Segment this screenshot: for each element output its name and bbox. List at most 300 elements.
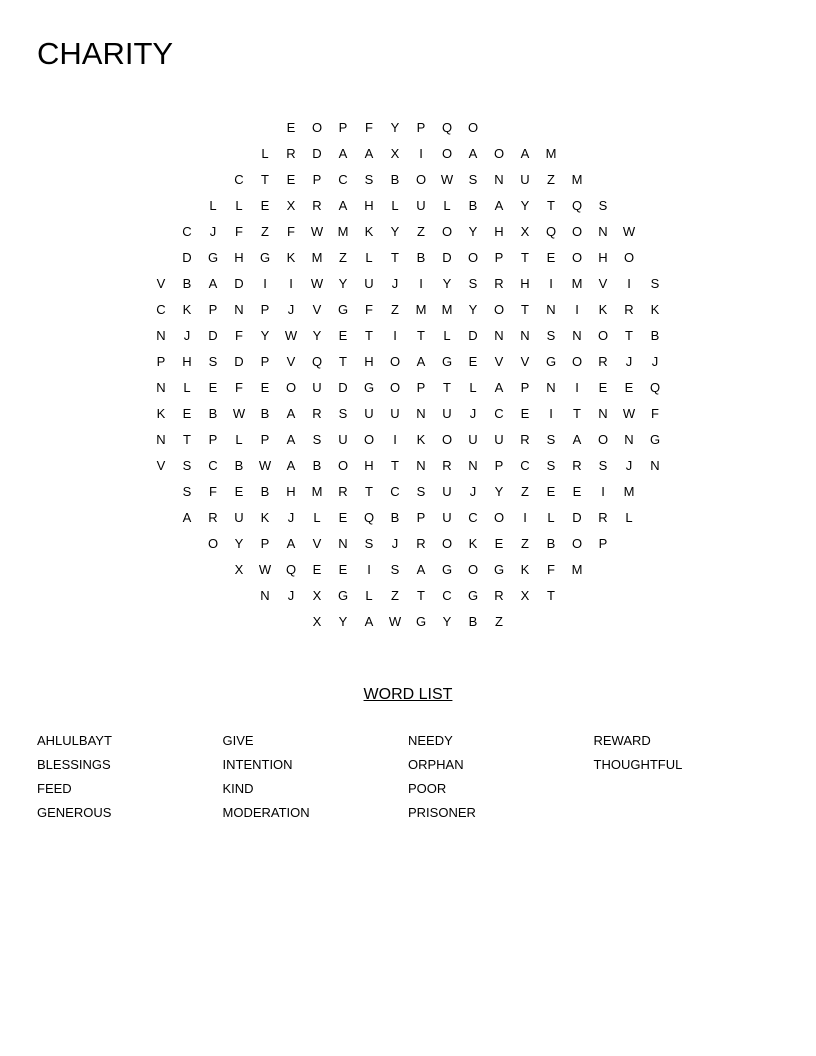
grid-letter: I (263, 276, 267, 291)
grid-letter: B (182, 276, 192, 291)
grid-letter: Q (311, 354, 323, 369)
grid-letter: Y (494, 484, 504, 499)
grid-letter: Q (441, 120, 453, 135)
grid-letter: I (549, 406, 553, 421)
grid-letter: L (469, 380, 477, 395)
grid-letter: F (365, 120, 373, 135)
grid-letter: O (363, 432, 375, 447)
grid-letter: E (338, 510, 348, 525)
grid-letter: C (468, 510, 478, 525)
grid-letter: T (443, 380, 451, 395)
grid-letter: B (390, 510, 400, 525)
grid-letter: O (571, 354, 583, 369)
grid-letter: Y (338, 276, 348, 291)
grid-letter: I (419, 146, 423, 161)
grid-letter: C (156, 302, 166, 317)
grid-letter: S (546, 432, 556, 447)
grid-letter: Y (260, 328, 270, 343)
grid-letter: M (571, 276, 583, 291)
grid-letter: C (494, 406, 504, 421)
grid-letter: B (650, 328, 660, 343)
grid-letter: Z (495, 614, 503, 629)
grid-letter: V (598, 276, 608, 291)
grid-letter: O (493, 146, 505, 161)
grid-letter: A (416, 354, 426, 369)
grid-letter: L (183, 380, 191, 395)
grid-letter: K (182, 302, 192, 317)
grid-letter: A (494, 380, 504, 395)
grid-letter: O (337, 458, 349, 473)
grid-letter: P (416, 380, 426, 395)
grid-letter: R (598, 354, 608, 369)
grid-letter: O (441, 536, 453, 551)
grid-letter: F (287, 224, 295, 239)
grid-letter: O (597, 432, 609, 447)
grid-letter: A (338, 198, 348, 213)
grid-letter: U (312, 380, 322, 395)
grid-letter: C (442, 588, 452, 603)
grid-letter: D (182, 250, 192, 265)
grid-letter: J (391, 276, 399, 291)
grid-letter: X (520, 224, 530, 239)
grid-letter: R (286, 146, 296, 161)
grid-letter: Q (285, 562, 297, 577)
grid-letter: K (286, 250, 296, 265)
grid-letter: S (468, 276, 478, 291)
word-list-item: KIND (222, 781, 254, 796)
grid-letter: F (235, 328, 243, 343)
grid-letter: I (367, 562, 371, 577)
grid-letter: V (312, 536, 322, 551)
grid-letter: O (571, 536, 583, 551)
grid-letter: E (546, 250, 556, 265)
grid-letter: W (310, 224, 324, 239)
grid-letter: L (547, 510, 555, 525)
grid-letter: Z (547, 172, 555, 187)
grid-letter: D (312, 146, 322, 161)
grid-letter: E (624, 380, 634, 395)
grid-letter: S (598, 458, 608, 473)
grid-letter: L (313, 510, 321, 525)
grid-letter: Y (468, 302, 478, 317)
grid-letter: N (260, 588, 270, 603)
grid-letter: M (623, 484, 635, 499)
grid-letter: H (364, 198, 374, 213)
grid-letter: B (468, 614, 478, 629)
grid-letter: T (417, 588, 425, 603)
grid-letter: N (546, 302, 556, 317)
grid-letter: X (390, 146, 400, 161)
grid-letter: U (364, 406, 374, 421)
grid-letter: I (575, 380, 579, 395)
grid-letter: I (601, 484, 605, 499)
grid-letter: L (443, 198, 451, 213)
grid-letter: Y (520, 198, 530, 213)
grid-letter: J (287, 588, 295, 603)
grid-letter: P (260, 354, 270, 369)
grid-letter: B (234, 458, 244, 473)
grid-letter: M (441, 302, 453, 317)
grid-letter: O (441, 224, 453, 239)
grid-letter: K (156, 406, 166, 421)
grid-letter: N (598, 224, 608, 239)
grid-letter: U (364, 276, 374, 291)
grid-letter: F (235, 380, 243, 395)
grid-letter: A (286, 536, 296, 551)
grid-letter: J (209, 224, 217, 239)
grid-letter: H (494, 224, 504, 239)
grid-letter: L (391, 198, 399, 213)
grid-letter: N (156, 380, 166, 395)
grid-letter: P (416, 120, 426, 135)
grid-letter: I (575, 302, 579, 317)
grid-letter: A (286, 458, 296, 473)
grid-letter: F (235, 224, 243, 239)
grid-letter: N (156, 328, 166, 343)
grid-letter: K (260, 510, 270, 525)
grid-letter: P (260, 536, 270, 551)
grid-letter: P (312, 172, 322, 187)
grid-letter: M (311, 250, 323, 265)
grid-letter: M (571, 562, 583, 577)
grid-letter: B (208, 406, 218, 421)
grid-letter: A (494, 198, 504, 213)
grid-letter: E (286, 120, 296, 135)
grid-letter: H (286, 484, 296, 499)
grid-letter: G (649, 432, 661, 447)
word-search-grid (148, 115, 670, 635)
grid-letter: M (311, 484, 323, 499)
grid-letter: N (338, 536, 348, 551)
grid-letter: A (416, 562, 426, 577)
grid-letter: T (417, 328, 425, 343)
grid-letter: N (598, 406, 608, 421)
grid-letter: H (598, 250, 608, 265)
grid-letter: P (260, 432, 270, 447)
grid-letter: U (442, 406, 452, 421)
grid-letter: X (312, 614, 322, 629)
grid-letter: G (337, 588, 349, 603)
grid-letter: Y (442, 276, 452, 291)
word-list-item: AHLULBAYT (37, 733, 112, 748)
grid-letter: E (260, 198, 270, 213)
grid-letter: S (650, 276, 660, 291)
grid-letter: H (182, 354, 192, 369)
grid-letter: E (546, 484, 556, 499)
grid-letter: Q (545, 224, 557, 239)
grid-letter: O (571, 250, 583, 265)
grid-letter: G (545, 354, 557, 369)
grid-letter: E (520, 406, 530, 421)
grid-letter: L (235, 432, 243, 447)
grid-letter: O (285, 380, 297, 395)
grid-letter: W (232, 406, 246, 421)
grid-letter: F (365, 302, 373, 317)
grid-letter: O (389, 354, 401, 369)
grid-letter: I (523, 510, 527, 525)
grid-letter: Q (363, 510, 375, 525)
grid-letter: Z (261, 224, 269, 239)
grid-letter: Z (521, 536, 529, 551)
grid-letter: N (494, 328, 504, 343)
grid-letter: W (388, 614, 402, 629)
grid-letter: G (207, 250, 219, 265)
grid-letter: E (182, 406, 192, 421)
grid-letter: T (365, 484, 373, 499)
grid-letter: V (286, 354, 296, 369)
grid-letter: K (598, 302, 608, 317)
grid-letter: J (287, 302, 295, 317)
grid-letter: N (572, 328, 582, 343)
word-list (37, 731, 797, 831)
grid-letter: D (572, 510, 582, 525)
grid-letter: H (364, 458, 374, 473)
grid-letter: D (234, 354, 244, 369)
grid-letter: N (156, 432, 166, 447)
grid-letter: U (390, 406, 400, 421)
grid-letter: U (442, 484, 452, 499)
grid-letter: A (338, 146, 348, 161)
grid-letter: M (415, 302, 427, 317)
grid-letter: I (393, 328, 397, 343)
grid-letter: P (208, 302, 218, 317)
grid-letter: H (364, 354, 374, 369)
grid-letter: W (258, 458, 272, 473)
grid-letter: R (494, 276, 504, 291)
grid-letter: S (312, 432, 322, 447)
grid-letter: G (337, 302, 349, 317)
grid-letter: P (494, 250, 504, 265)
grid-letter: P (338, 120, 348, 135)
grid-letter: D (208, 328, 218, 343)
grid-letter: C (208, 458, 218, 473)
grid-letter: Z (521, 484, 529, 499)
word-list-item: NEEDY (408, 733, 453, 748)
grid-letter: V (520, 354, 530, 369)
grid-letter: J (625, 354, 633, 369)
grid-letter: S (598, 198, 608, 213)
grid-letter: G (467, 588, 479, 603)
grid-letter: N (624, 432, 634, 447)
word-list-item: INTENTION (222, 757, 293, 772)
grid-letter: Z (417, 224, 425, 239)
grid-letter: F (209, 484, 217, 499)
grid-letter: T (625, 328, 633, 343)
grid-letter: L (235, 198, 243, 213)
grid-letter: B (260, 406, 270, 421)
grid-letter: R (416, 536, 426, 551)
grid-letter: J (391, 536, 399, 551)
grid-letter: Y (312, 328, 322, 343)
grid-letter: Y (338, 614, 348, 629)
grid-letter: P (598, 536, 608, 551)
grid-letter: N (494, 172, 504, 187)
grid-letter: W (440, 172, 454, 187)
grid-letter: K (468, 536, 478, 551)
grid-letter: Z (391, 588, 399, 603)
grid-letter: A (286, 406, 296, 421)
grid-letter: J (469, 484, 477, 499)
grid-letter: S (416, 484, 426, 499)
grid-letter: E (234, 484, 244, 499)
grid-letter: S (182, 484, 192, 499)
word-list-item: POOR (408, 781, 447, 796)
grid-letter: W (258, 562, 272, 577)
grid-letter: D (338, 380, 348, 395)
grid-letter: R (520, 432, 530, 447)
grid-letter: L (261, 146, 269, 161)
grid-letter: D (442, 250, 452, 265)
grid-letter: I (549, 276, 553, 291)
grid-letter: O (493, 302, 505, 317)
grid-letter: J (469, 406, 477, 421)
grid-letter: N (416, 458, 426, 473)
grid-letter: S (364, 172, 374, 187)
page-title: CHARITY (37, 36, 174, 71)
grid-letter: I (289, 276, 293, 291)
grid-letter: O (207, 536, 219, 551)
grid-letter: P (494, 458, 504, 473)
word-list-item: FEED (37, 781, 72, 796)
grid-letter: N (416, 406, 426, 421)
grid-letter: S (546, 458, 556, 473)
grid-letter: C (234, 172, 244, 187)
grid-letter: Y (442, 614, 452, 629)
grid-letter: P (416, 510, 426, 525)
word-list-heading: WORD LIST (363, 686, 453, 703)
grid-letter: J (287, 510, 295, 525)
grid-letter: T (521, 302, 529, 317)
word-list-item: THOUGHTFUL (593, 757, 683, 772)
grid-letter: O (441, 146, 453, 161)
grid-letter: R (494, 588, 504, 603)
grid-letter: O (493, 510, 505, 525)
word-list-item: BLESSINGS (37, 757, 111, 772)
grid-letter: Y (390, 120, 400, 135)
grid-letter: M (571, 172, 583, 187)
grid-letter: Y (390, 224, 400, 239)
grid-letter: U (416, 198, 426, 213)
grid-letter: W (284, 328, 298, 343)
grid-letter: L (209, 198, 217, 213)
grid-letter: R (338, 484, 348, 499)
grid-letter: G (363, 380, 375, 395)
grid-letter: R (598, 510, 608, 525)
grid-letter: X (286, 198, 296, 213)
grid-letter: O (389, 380, 401, 395)
grid-letter: A (364, 146, 374, 161)
grid-letter: K (650, 302, 660, 317)
grid-letter: N (546, 380, 556, 395)
grid-letter: C (338, 172, 348, 187)
grid-letter: B (468, 198, 478, 213)
grid-letter: T (261, 172, 269, 187)
grid-letter: D (468, 328, 478, 343)
grid-letter: G (415, 614, 427, 629)
grid-letter: E (468, 354, 478, 369)
grid-letter: F (547, 562, 555, 577)
grid-letter: U (338, 432, 348, 447)
grid-letter: T (547, 588, 555, 603)
grid-letter: C (520, 458, 530, 473)
grid-letter: L (365, 588, 373, 603)
grid-letter: U (494, 432, 504, 447)
grid-letter: O (571, 224, 583, 239)
grid-letter: H (234, 250, 244, 265)
grid-letter: P (260, 302, 270, 317)
grid-letter: O (467, 562, 479, 577)
grid-letter: L (443, 328, 451, 343)
grid-letter: U (520, 172, 530, 187)
grid-letter: O (311, 120, 323, 135)
grid-letter: T (521, 250, 529, 265)
grid-letter: Y (468, 224, 478, 239)
grid-letter: P (156, 354, 166, 369)
grid-letter: E (494, 536, 504, 551)
grid-letter: S (364, 536, 374, 551)
grid-letter: X (234, 562, 244, 577)
grid-letter: C (390, 484, 400, 499)
grid-letter: H (520, 276, 530, 291)
grid-letter: N (234, 302, 244, 317)
grid-letter: E (260, 380, 270, 395)
grid-letter: A (572, 432, 582, 447)
grid-letter: S (468, 172, 478, 187)
grid-letter: X (520, 588, 530, 603)
grid-letter: R (208, 510, 218, 525)
grid-letter: B (312, 458, 322, 473)
grid-letter: U (442, 510, 452, 525)
grid-letter: T (183, 432, 191, 447)
grid-letter: N (468, 458, 478, 473)
grid-letter: G (259, 250, 271, 265)
grid-letter: G (493, 562, 505, 577)
grid-letter: K (364, 224, 374, 239)
grid-letter: G (441, 354, 453, 369)
grid-letter: X (312, 588, 322, 603)
grid-letter: O (623, 250, 635, 265)
grid-letter: Z (391, 302, 399, 317)
grid-letter: S (208, 354, 218, 369)
word-list-item: MODERATION (222, 805, 310, 820)
grid-letter: Q (571, 198, 583, 213)
grid-letter: E (312, 562, 322, 577)
grid-letter: D (234, 276, 244, 291)
word-list-item: ORPHAN (408, 757, 464, 772)
grid-letter: R (312, 198, 322, 213)
grid-letter: O (597, 328, 609, 343)
grid-letter: A (182, 510, 192, 525)
grid-letter: A (520, 146, 530, 161)
grid-letter: V (156, 458, 166, 473)
grid-letter: O (415, 172, 427, 187)
grid-letter: S (390, 562, 400, 577)
grid-letter: O (467, 250, 479, 265)
grid-letter: V (156, 276, 166, 291)
grid-letter: E (598, 380, 608, 395)
grid-letter: G (441, 562, 453, 577)
grid-letter: J (625, 458, 633, 473)
grid-letter: T (365, 328, 373, 343)
grid-letter: S (182, 458, 192, 473)
grid-letter: B (546, 536, 556, 551)
grid-letter: S (338, 406, 348, 421)
grid-letter: I (627, 276, 631, 291)
grid-letter: J (651, 354, 659, 369)
word-list-item: REWARD (593, 733, 651, 748)
grid-letter: E (338, 562, 348, 577)
grid-letter: N (650, 458, 660, 473)
